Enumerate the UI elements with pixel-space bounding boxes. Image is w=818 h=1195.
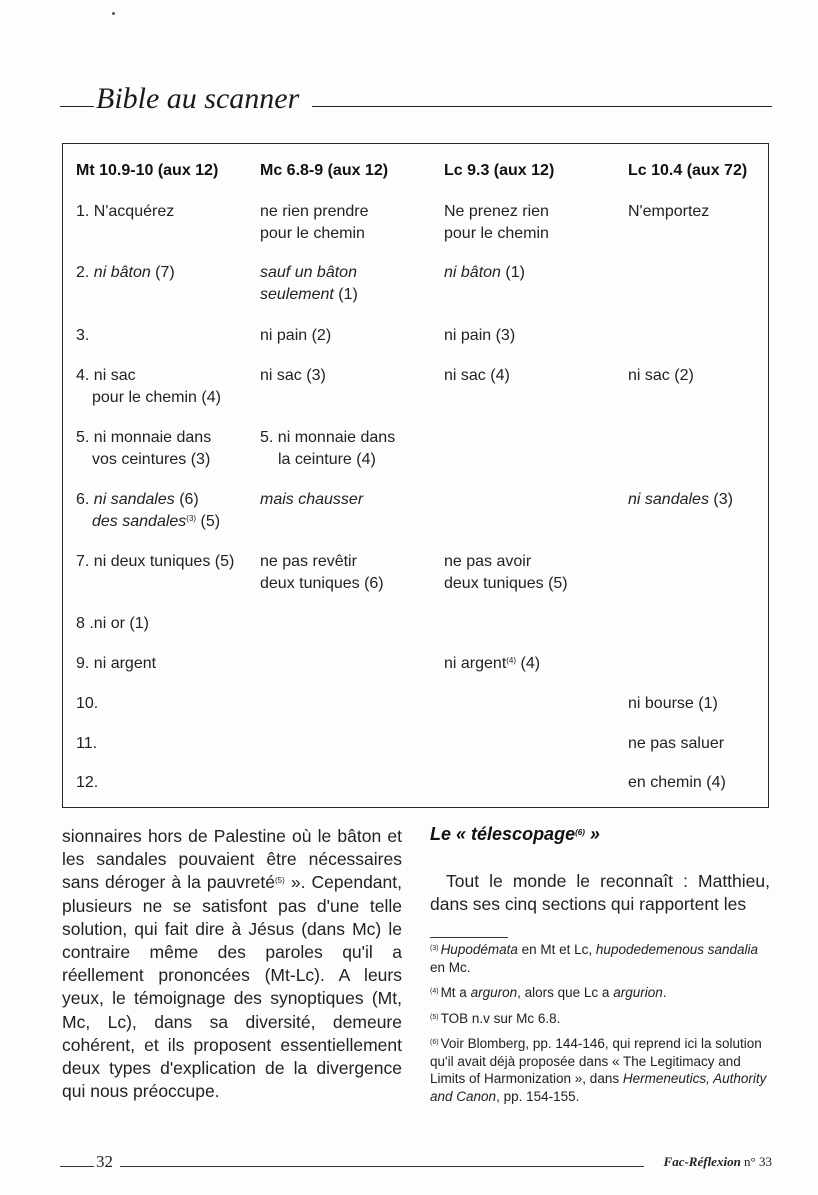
synoptic-comparison-table bbox=[62, 143, 769, 808]
section-title-bible-au-scanner: Bible au scanner bbox=[96, 82, 300, 115]
column-header-lc10: Lc 10.4 (aux 72) bbox=[628, 162, 748, 179]
table-cell: 12. bbox=[76, 774, 99, 791]
table-cell: ni pain (2) bbox=[260, 327, 332, 344]
column-header-lc9: Lc 9.3 (aux 12) bbox=[444, 162, 555, 179]
section-heading-telescopage: Le « télescopage$^{(6)}$ » bbox=[430, 824, 600, 844]
footnote-3: $^{(3)}$ Hupodémata en Mt et Lc, hupodedemenous sandalia en Mc. bbox=[430, 942, 759, 975]
table-cell: ni sac (3) bbox=[260, 367, 326, 384]
table-cell: en chemin (4) bbox=[628, 774, 726, 791]
table-cell: Ne prenez rien pour le chemin bbox=[444, 203, 549, 242]
table-cell: ni argent$^{(4)}$ (4) bbox=[444, 655, 541, 672]
table-cell: 9. ni argent bbox=[76, 655, 157, 672]
table-cell: ne pas saluer bbox=[628, 735, 725, 752]
table-cell: 11. bbox=[76, 735, 98, 752]
table-cell: ni pain (3) bbox=[444, 327, 516, 344]
header-lead-rule bbox=[60, 106, 94, 107]
table-cell: ne pas avoir deux tuniques (5) bbox=[444, 553, 568, 592]
table-cell: ni sac (2) bbox=[628, 367, 694, 384]
table-cell: ne pas revêtir deux tuniques (6) bbox=[260, 553, 384, 592]
magazine-label: Fac-Réflexion n° 33 bbox=[663, 1154, 772, 1169]
table-cell: 6. ni sandales (6) des sandales$^{(3)}$ (5) bbox=[76, 491, 221, 530]
footnote-6: $^{(6)}$ Voir Blomberg, pp. 144-146, qui reprend ici la solution qu'il avait déjà proposée dans « The Legitimacy and Limits of Harmonization », dans Hermeneutics, Authority and Canon, pp. 154-155. bbox=[430, 1036, 767, 1104]
speck bbox=[112, 12, 115, 15]
table-cell: N'emportez bbox=[628, 203, 710, 220]
body-paragraph: sionnaires hors de Palestine où le bâton et les sandales pouvaient être nécessaires sans déroger à la pauvreté$^{(5)}$ ». Cependant, plusieurs ne se satisfont pas d'une telle solution, qui fait dire à Jésus (dans Mc) le contraire même des paroles qu'il a réellement prononcées (Mt-Lc). A leurs yeux, le témoignage des synoptiques (Mt, Mc, Lc), dans sa diversité, demeure cohérent, et ils proposent essentiellement deux types d'explication de la divergence qui nous préoccupe. bbox=[62, 826, 402, 1102]
table-cell: 3. bbox=[76, 327, 90, 344]
section-header bbox=[60, 82, 772, 122]
table-cell: 4. ni sac pour le chemin (4) bbox=[76, 367, 221, 406]
column-header-mt: Mt 10.9-10 (aux 12) bbox=[76, 162, 219, 179]
table-cell: 1. N'acquérez bbox=[76, 203, 175, 220]
footer-rule bbox=[120, 1166, 644, 1167]
table-cell: ni sandales (3) bbox=[628, 491, 733, 508]
table-cell: 5. ni monnaie dans vos ceintures (3) bbox=[76, 429, 212, 468]
table-cell: mais chausser bbox=[260, 491, 364, 508]
footnotes bbox=[430, 941, 770, 1113]
table-cell: 7. ni deux tuniques (5) bbox=[76, 553, 235, 570]
header-rule bbox=[312, 106, 772, 107]
table-cell: 8 .ni or (1) bbox=[76, 615, 149, 632]
table-cell: 5. ni monnaie dans la ceinture (4) bbox=[260, 429, 396, 468]
table-cell: ni sac (4) bbox=[444, 367, 510, 384]
footnote-4: $^{(4)}$ Mt a arguron, alors que Lc a argurion. bbox=[430, 985, 667, 1000]
table-cell: ne rien prendre pour le chemin bbox=[260, 203, 369, 242]
table-cell: ni bourse (1) bbox=[628, 695, 718, 712]
table-cell: 2. ni bâton (7) bbox=[76, 264, 175, 281]
table-cell: ni bâton (1) bbox=[444, 264, 525, 281]
page-number: 32 bbox=[96, 1152, 113, 1171]
page-footer bbox=[60, 1152, 772, 1176]
footer-lead-rule bbox=[60, 1166, 94, 1167]
table-cell: 10. bbox=[76, 695, 99, 712]
footnote-5: $^{(5)}$ TOB n.v sur Mc 6.8. bbox=[430, 1010, 561, 1026]
column-header-mc: Mc 6.8-9 (aux 12) bbox=[260, 162, 389, 179]
right-paragraph: Tout le monde le reconnaît : Matthieu, dans ses cinq sections qui rapportent les bbox=[430, 871, 770, 915]
footnote-rule bbox=[430, 937, 508, 938]
table-cell: sauf un bâton seulement (1) bbox=[260, 264, 358, 303]
